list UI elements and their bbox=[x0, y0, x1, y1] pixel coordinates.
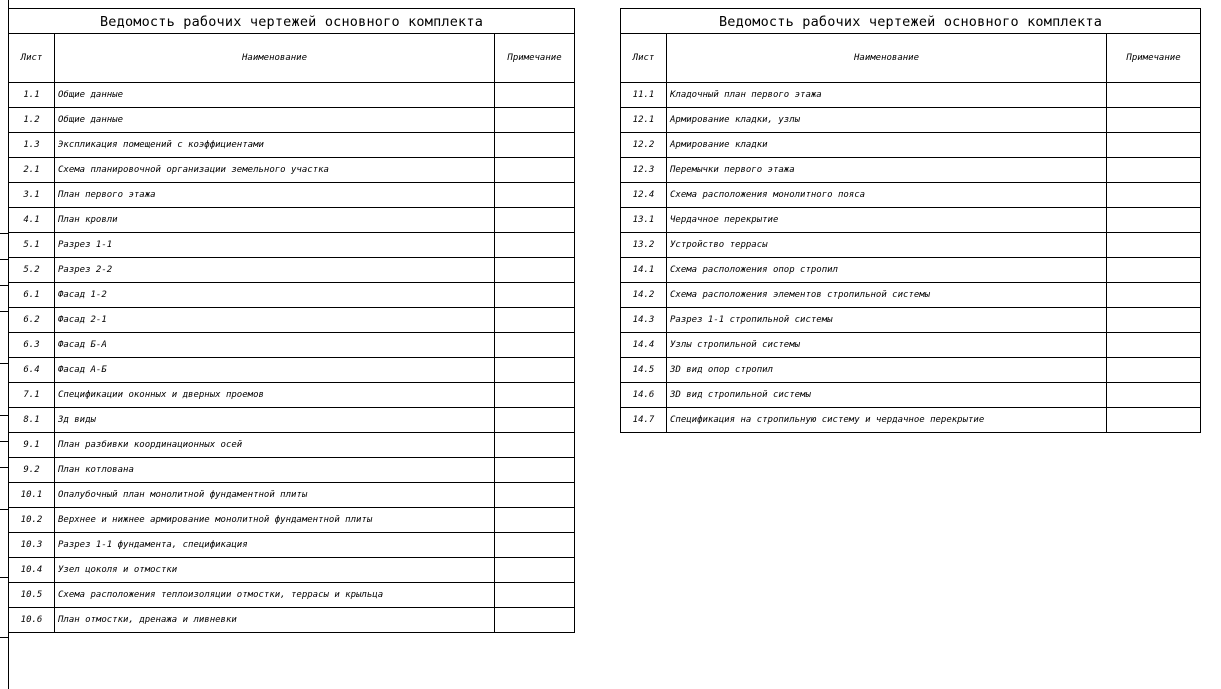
table-row bbox=[621, 308, 1201, 333]
table-row bbox=[9, 108, 575, 133]
note-cell bbox=[1107, 83, 1201, 108]
sheet-number-cell: 14.3 bbox=[621, 308, 667, 333]
sheet-name-cell: Опалубочный план монолитной фундаментной плиты bbox=[55, 483, 495, 508]
note-cell bbox=[495, 108, 575, 133]
sheet-number-cell: 6.4 bbox=[9, 358, 55, 383]
sheet-name-cell: Разрез 2-2 bbox=[55, 258, 495, 283]
sheet-number-cell: 11.1 bbox=[621, 83, 667, 108]
table-title: Ведомость рабочих чертежей основного комплекта bbox=[9, 9, 575, 34]
table-row bbox=[9, 458, 575, 483]
sheet-name-cell: Спецификация на стропильную систему и чердачное перекрытие bbox=[667, 408, 1107, 433]
table-row bbox=[9, 233, 575, 258]
note-cell bbox=[495, 408, 575, 433]
frame-tick bbox=[0, 577, 8, 578]
column-header-note: Примечание bbox=[1107, 34, 1201, 83]
frame-tick bbox=[0, 415, 8, 416]
frame-tick bbox=[0, 637, 8, 638]
frame-tick bbox=[0, 363, 8, 364]
sheet-name-cell: Армирование кладки bbox=[667, 133, 1107, 158]
sheet-name-cell: Разрез 1-1 фундамента, спецификация bbox=[55, 533, 495, 558]
sheet-name-cell: Армирование кладки, узлы bbox=[667, 108, 1107, 133]
column-header-sheet: Лист bbox=[621, 34, 667, 83]
frame-tick bbox=[0, 467, 8, 468]
note-cell bbox=[495, 133, 575, 158]
note-cell bbox=[1107, 258, 1201, 283]
note-cell bbox=[495, 183, 575, 208]
table-row bbox=[621, 83, 1201, 108]
sheet-name-cell: Фасад А-Б bbox=[55, 358, 495, 383]
sheet-number-cell: 1.1 bbox=[9, 83, 55, 108]
sheet-number-cell: 3.1 bbox=[9, 183, 55, 208]
sheet-number-cell: 10.2 bbox=[9, 508, 55, 533]
note-cell bbox=[495, 508, 575, 533]
table-row bbox=[9, 308, 575, 333]
note-cell bbox=[1107, 133, 1201, 158]
table-row bbox=[9, 283, 575, 308]
column-header-name: Наименование bbox=[667, 34, 1107, 83]
sheet-name-cell: Фасад 1-2 bbox=[55, 283, 495, 308]
note-cell bbox=[495, 158, 575, 183]
sheet-name-cell: Фасад 2-1 bbox=[55, 308, 495, 333]
note-cell bbox=[1107, 158, 1201, 183]
sheet-name-cell: 3D вид опор стропил bbox=[667, 358, 1107, 383]
note-cell bbox=[1107, 208, 1201, 233]
sheet-name-cell: План разбивки координационных осей bbox=[55, 433, 495, 458]
frame-tick bbox=[0, 233, 8, 234]
note-cell bbox=[1107, 383, 1201, 408]
table-row bbox=[9, 333, 575, 358]
note-cell bbox=[495, 208, 575, 233]
sheet-name-cell: 3D вид стропильной системы bbox=[667, 383, 1107, 408]
table-row bbox=[9, 558, 575, 583]
table-row bbox=[9, 583, 575, 608]
sheet-name-cell: Узлы стропильной системы bbox=[667, 333, 1107, 358]
note-cell bbox=[495, 433, 575, 458]
note-cell bbox=[495, 333, 575, 358]
sheet-number-cell: 12.3 bbox=[621, 158, 667, 183]
sheet-number-cell: 2.1 bbox=[9, 158, 55, 183]
sheet-number-cell: 5.1 bbox=[9, 233, 55, 258]
table-row bbox=[9, 508, 575, 533]
table-row bbox=[621, 183, 1201, 208]
sheet-name-cell: План котлована bbox=[55, 458, 495, 483]
sheet-number-cell: 10.3 bbox=[9, 533, 55, 558]
table-row bbox=[9, 258, 575, 283]
drawings-list-table-left bbox=[8, 8, 575, 633]
frame-tick bbox=[0, 509, 8, 510]
note-cell bbox=[495, 258, 575, 283]
sheet-name-cell: Кладочный план первого этажа bbox=[667, 83, 1107, 108]
table-row bbox=[621, 283, 1201, 308]
sheet-name-cell: Экспликация помещений с коэффициентами bbox=[55, 133, 495, 158]
table-row bbox=[9, 183, 575, 208]
note-cell bbox=[495, 458, 575, 483]
sheet-number-cell: 13.2 bbox=[621, 233, 667, 258]
sheet-number-cell: 12.2 bbox=[621, 133, 667, 158]
note-cell bbox=[495, 483, 575, 508]
note-cell bbox=[495, 283, 575, 308]
sheet-number-cell: 12.1 bbox=[621, 108, 667, 133]
column-header-note: Примечание bbox=[495, 34, 575, 83]
table-body bbox=[621, 83, 1201, 433]
column-header-name: Наименование bbox=[55, 34, 495, 83]
table-row bbox=[9, 533, 575, 558]
table-row bbox=[9, 483, 575, 508]
sheet-name-cell: Фасад Б-А bbox=[55, 333, 495, 358]
table-row bbox=[9, 433, 575, 458]
table-row bbox=[9, 208, 575, 233]
table-row bbox=[9, 158, 575, 183]
sheet-number-cell: 10.5 bbox=[9, 583, 55, 608]
sheet-name-cell: 3д виды bbox=[55, 408, 495, 433]
sheet-number-cell: 9.2 bbox=[9, 458, 55, 483]
sheet-number-cell: 9.1 bbox=[9, 433, 55, 458]
frame-tick bbox=[0, 259, 8, 260]
sheet-number-cell: 13.1 bbox=[621, 208, 667, 233]
sheet-name-cell: Разрез 1-1 bbox=[55, 233, 495, 258]
sheet-name-cell: Устройство террасы bbox=[667, 233, 1107, 258]
sheet-number-cell: 14.1 bbox=[621, 258, 667, 283]
table-row bbox=[9, 608, 575, 633]
sheet-name-cell: Схема расположения элементов стропильной системы bbox=[667, 283, 1107, 308]
note-cell bbox=[1107, 233, 1201, 258]
sheet-number-cell: 14.4 bbox=[621, 333, 667, 358]
table-row bbox=[621, 408, 1201, 433]
table-row bbox=[9, 83, 575, 108]
table-row bbox=[621, 358, 1201, 383]
sheet-number-cell: 10.6 bbox=[9, 608, 55, 633]
sheet-name-cell: Спецификации оконных и дверных проемов bbox=[55, 383, 495, 408]
table-row bbox=[621, 133, 1201, 158]
sheet-number-cell: 14.6 bbox=[621, 383, 667, 408]
sheet-name-cell: Верхнее и нижнее армирование монолитной фундаментной плиты bbox=[55, 508, 495, 533]
table-row bbox=[621, 333, 1201, 358]
note-cell bbox=[495, 533, 575, 558]
note-cell bbox=[495, 358, 575, 383]
note-cell bbox=[495, 383, 575, 408]
sheet-number-cell: 4.1 bbox=[9, 208, 55, 233]
sheet-name-cell: Схема расположения опор стропил bbox=[667, 258, 1107, 283]
sheet-name-cell: Общие данные bbox=[55, 108, 495, 133]
sheet-name-cell: Разрез 1-1 стропильной системы bbox=[667, 308, 1107, 333]
note-cell bbox=[495, 583, 575, 608]
table-body bbox=[9, 83, 575, 633]
note-cell bbox=[495, 608, 575, 633]
sheet-number-cell: 6.3 bbox=[9, 333, 55, 358]
table-title: Ведомость рабочих чертежей основного комплекта bbox=[621, 9, 1201, 34]
sheet-number-cell: 8.1 bbox=[9, 408, 55, 433]
sheet-name-cell: Узел цоколя и отмостки bbox=[55, 558, 495, 583]
sheet-name-cell: Схема расположения теплоизоляции отмостки, террасы и крыльца bbox=[55, 583, 495, 608]
table-row bbox=[9, 133, 575, 158]
note-cell bbox=[1107, 308, 1201, 333]
sheet-name-cell: Чердачное перекрытие bbox=[667, 208, 1107, 233]
sheet-name-cell: План кровли bbox=[55, 208, 495, 233]
frame-tick bbox=[0, 441, 8, 442]
note-cell bbox=[1107, 183, 1201, 208]
note-cell bbox=[1107, 108, 1201, 133]
table-row bbox=[621, 208, 1201, 233]
note-cell bbox=[1107, 333, 1201, 358]
sheet-name-cell: План первого этажа bbox=[55, 183, 495, 208]
table-row bbox=[621, 108, 1201, 133]
sheet-name-cell: Схема планировочной организации земельного участка bbox=[55, 158, 495, 183]
sheet-number-cell: 10.1 bbox=[9, 483, 55, 508]
frame-tick bbox=[0, 285, 8, 286]
frame-tick bbox=[0, 311, 8, 312]
note-cell bbox=[495, 308, 575, 333]
sheet-name-cell: Схема расположения монолитного пояса bbox=[667, 183, 1107, 208]
sheet-number-cell: 1.3 bbox=[9, 133, 55, 158]
table-row bbox=[9, 408, 575, 433]
note-cell bbox=[1107, 408, 1201, 433]
sheet-name-cell: Перемычки первого этажа bbox=[667, 158, 1107, 183]
sheet-number-cell: 6.1 bbox=[9, 283, 55, 308]
table-row bbox=[9, 383, 575, 408]
sheet-number-cell: 1.2 bbox=[9, 108, 55, 133]
note-cell bbox=[495, 558, 575, 583]
table-row bbox=[9, 358, 575, 383]
sheet-number-cell: 14.7 bbox=[621, 408, 667, 433]
sheet-name-cell: Общие данные bbox=[55, 83, 495, 108]
sheet-number-cell: 10.4 bbox=[9, 558, 55, 583]
table-row bbox=[621, 158, 1201, 183]
sheet-name-cell: План отмостки, дренажа и ливневки bbox=[55, 608, 495, 633]
note-cell bbox=[495, 233, 575, 258]
table-row bbox=[621, 233, 1201, 258]
sheet-number-cell: 12.4 bbox=[621, 183, 667, 208]
note-cell bbox=[1107, 283, 1201, 308]
table-row bbox=[621, 383, 1201, 408]
note-cell bbox=[1107, 358, 1201, 383]
table-row bbox=[621, 258, 1201, 283]
sheet-number-cell: 14.5 bbox=[621, 358, 667, 383]
note-cell bbox=[495, 83, 575, 108]
sheet-number-cell: 14.2 bbox=[621, 283, 667, 308]
sheet-number-cell: 5.2 bbox=[9, 258, 55, 283]
column-header-sheet: Лист bbox=[9, 34, 55, 83]
sheet-number-cell: 6.2 bbox=[9, 308, 55, 333]
drawings-list-table-right bbox=[620, 8, 1201, 433]
sheet-number-cell: 7.1 bbox=[9, 383, 55, 408]
